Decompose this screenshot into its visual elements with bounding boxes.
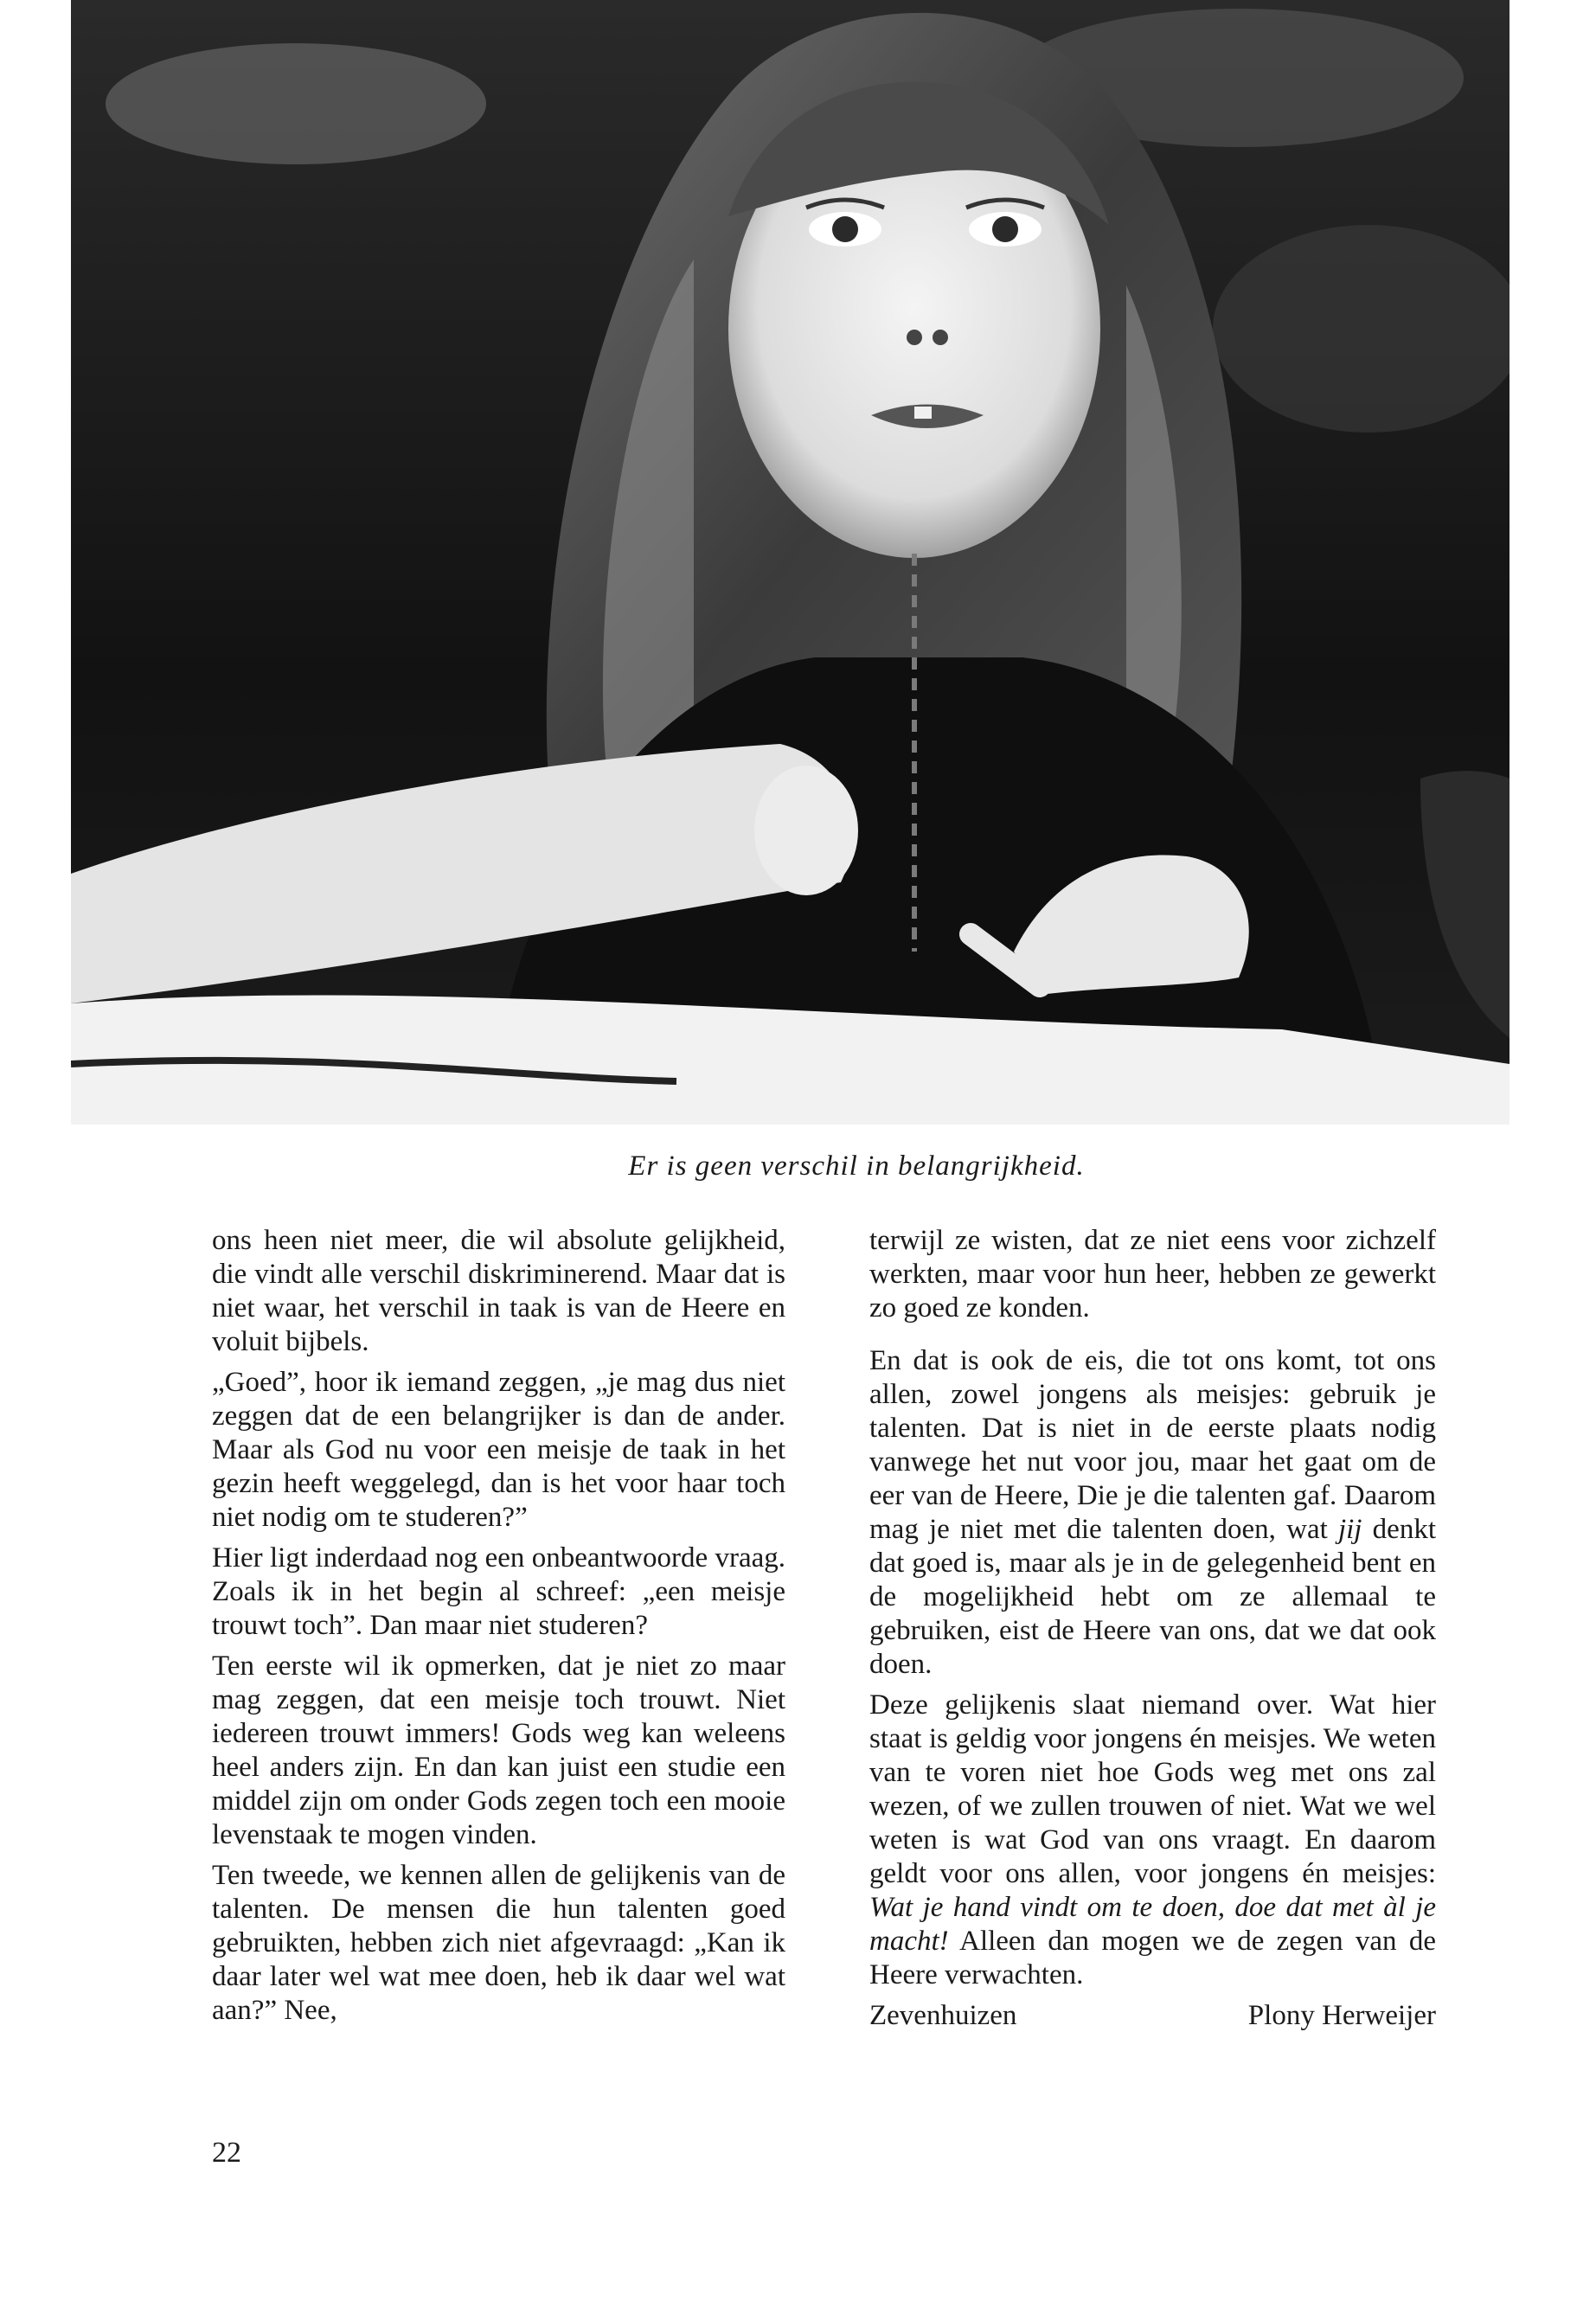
right-paragraph-3-quote: Wat je hand vindt om te doen, doe dat met àl je macht! — [869, 1892, 1436, 1957]
right-paragraph-2 — [869, 1344, 1436, 1682]
page-number: 22 — [212, 2137, 241, 2169]
signature-place: Zevenhuizen — [869, 2000, 1017, 2031]
girl-photo — [71, 0, 1509, 1125]
photo-girl-icon — [71, 0, 1509, 1125]
right-column — [869, 1224, 1436, 2033]
right-paragraph-2-text-b: denkt dat goed is, maar als je in de gelegenheid bent en de mogelijkheid hebt om ze allemaal te gebruiken, eist de Heere van ons, dat we dat ook doen. — [869, 1514, 1436, 1680]
left-paragraph-2: „Goed”, hoor ik iemand zeggen, „je mag dus niet zeggen dat de een belangrijker is dan de ander. Maar als God nu voor een meisje de taak in het gezin heeft weggelegd, dan is het voor haar toch niet nodig om te studeren?” — [212, 1367, 785, 1533]
left-paragraph-4: Ten eerste wil ik opmerken, dat je niet zo maar mag zeggen, dat een meisje toch trouwt. Niet iedereen trouwt immers! Gods weg kan weleens heel anders zijn. En dan kan juist een studie een middel zijn om onder Gods zegen toch een mooie levenstaak te mogen vinden. — [212, 1650, 785, 1850]
signature-author: Plony Herweijer — [1247, 2000, 1436, 2031]
right-paragraph-3-text-a: Deze gelijkenis slaat niemand over. Wat hier staat is geldig voor jongens én meisjes. We weten van te voren niet hoe Gods weg met ons zal wezen, of we zullen trouwen of niet. Wat we wel weten is wat God van ons vraagt. En daarom geldt voor ons allen, voor jongens én meisjes: — [869, 1689, 1436, 1889]
right-paragraph-2-emphasis: jij — [1337, 1514, 1362, 1545]
left-column — [212, 1224, 785, 2035]
right-paragraph-2-text-a: En dat is ook de eis, die tot ons komt, tot ons allen, zowel jongens als meisjes: gebruik je talenten. Dat is niet in de eerste plaats nodig vanwege het nut voor jou, maar het gaat om de eer van de Heere, Die je die talenten gaf. Daarom mag je niet met die talenten doen, wat — [869, 1345, 1436, 1545]
right-paragraph-1: terwijl ze wisten, dat ze niet eens voor zichzelf werkten, maar voor hun heer, hebben ze gewerkt zo goed ze konden. — [869, 1225, 1436, 1324]
right-paragraph-3-text-b: Alleen dan mogen we de zegen van de Heere verwachten. — [869, 1926, 1436, 1990]
left-paragraph-3: Hier ligt inderdaad nog een onbeantwoorde vraag. Zoals ik in het begin al schreef: „een meisje trouwt toch”. Dan maar niet studeren? — [212, 1542, 785, 1641]
signature — [869, 1999, 1436, 2033]
left-paragraph-1: ons heen niet meer, die wil absolute gelijkheid, die vindt alle verschil diskriminerend. Maar dat is niet waar, het verschil in taak is van de Heere en voluit bijbels. — [212, 1225, 785, 1357]
left-paragraph-5: Ten tweede, we kennen allen de gelijkenis van de talenten. De mensen die hun talenten goed gebruikten, hebben zich niet afgevraagd: „Kan ik daar later wel wat mee doen, heb ik daar wel wat aan?” Nee, — [212, 1860, 785, 2026]
photo-caption: Er is geen verschil in belangrijkheid. — [628, 1150, 1085, 1182]
right-paragraph-3 — [869, 1689, 1436, 1992]
